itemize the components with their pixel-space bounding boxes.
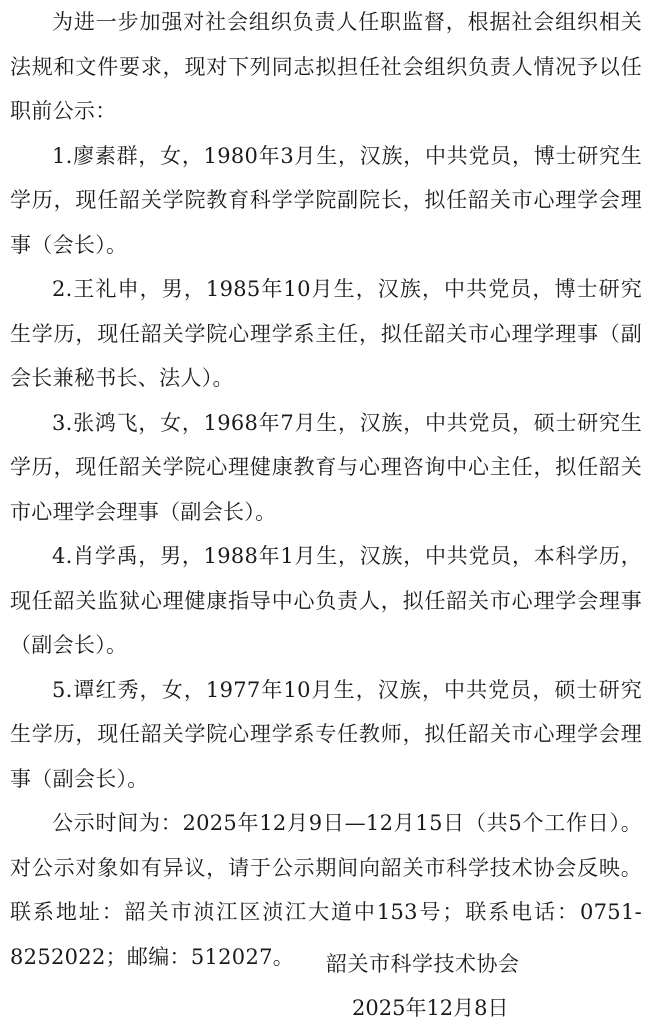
intro-paragraph: 为进一步加强对社会组织负责人任职监督，根据社会组织相关法规和文件要求，现对下列同志拟担任社会组织负责人情况予以任职前公示： [10,10,642,123]
document-body [10,0,642,979]
notice-period-paragraph: 公示时间为：2025年12月9日—12月15日（共5个工作日）。对公示对象如有异议，请于公示期间向韶关市科学技术协会反映。联系地址：韶关市浈江区浈江大道中153号；联系电话：0751-8252022；邮编：512027。 [10,811,642,969]
signature-organization: 韶关市科学技术协会 [326,952,520,976]
signature-date: 2025年12月8日 [352,996,509,1020]
candidate-1-paragraph: 1.廖素群，女，1980年3月生，汉族，中共党员，博士研究生学历，现任韶关学院教育科学学院副院长，拟任韶关市心理学会理事（会长）。 [10,143,642,257]
candidate-5-paragraph: 5.谭红秀，女，1977年10月生，汉族，中共党员，硕士研究生学历，现任韶关学院心理学系专任教师，拟任韶关市心理学会理事（副会长）。 [10,677,642,791]
candidate-4-paragraph: 4.肖学禹，男，1988年1月生，汉族，中共党员，本科学历，现任韶关监狱心理健康指导中心负责人，拟任韶关市心理学会理事（副会长）。 [10,544,642,657]
candidate-3-paragraph: 3.张鸿飞，女，1968年7月生，汉族，中共党员，硕士研究生学历，现任韶关学院心理健康教育与心理咨询中心主任，拟任韶关市心理学会理事（副会长）。 [10,410,642,524]
candidate-2-paragraph: 2.王礼申，男，1985年10月生，汉族，中共党员，博士研究生学历，现任韶关学院心理学系主任，拟任韶关市心理学理事（副会长兼秘书长、法人）。 [10,277,642,390]
